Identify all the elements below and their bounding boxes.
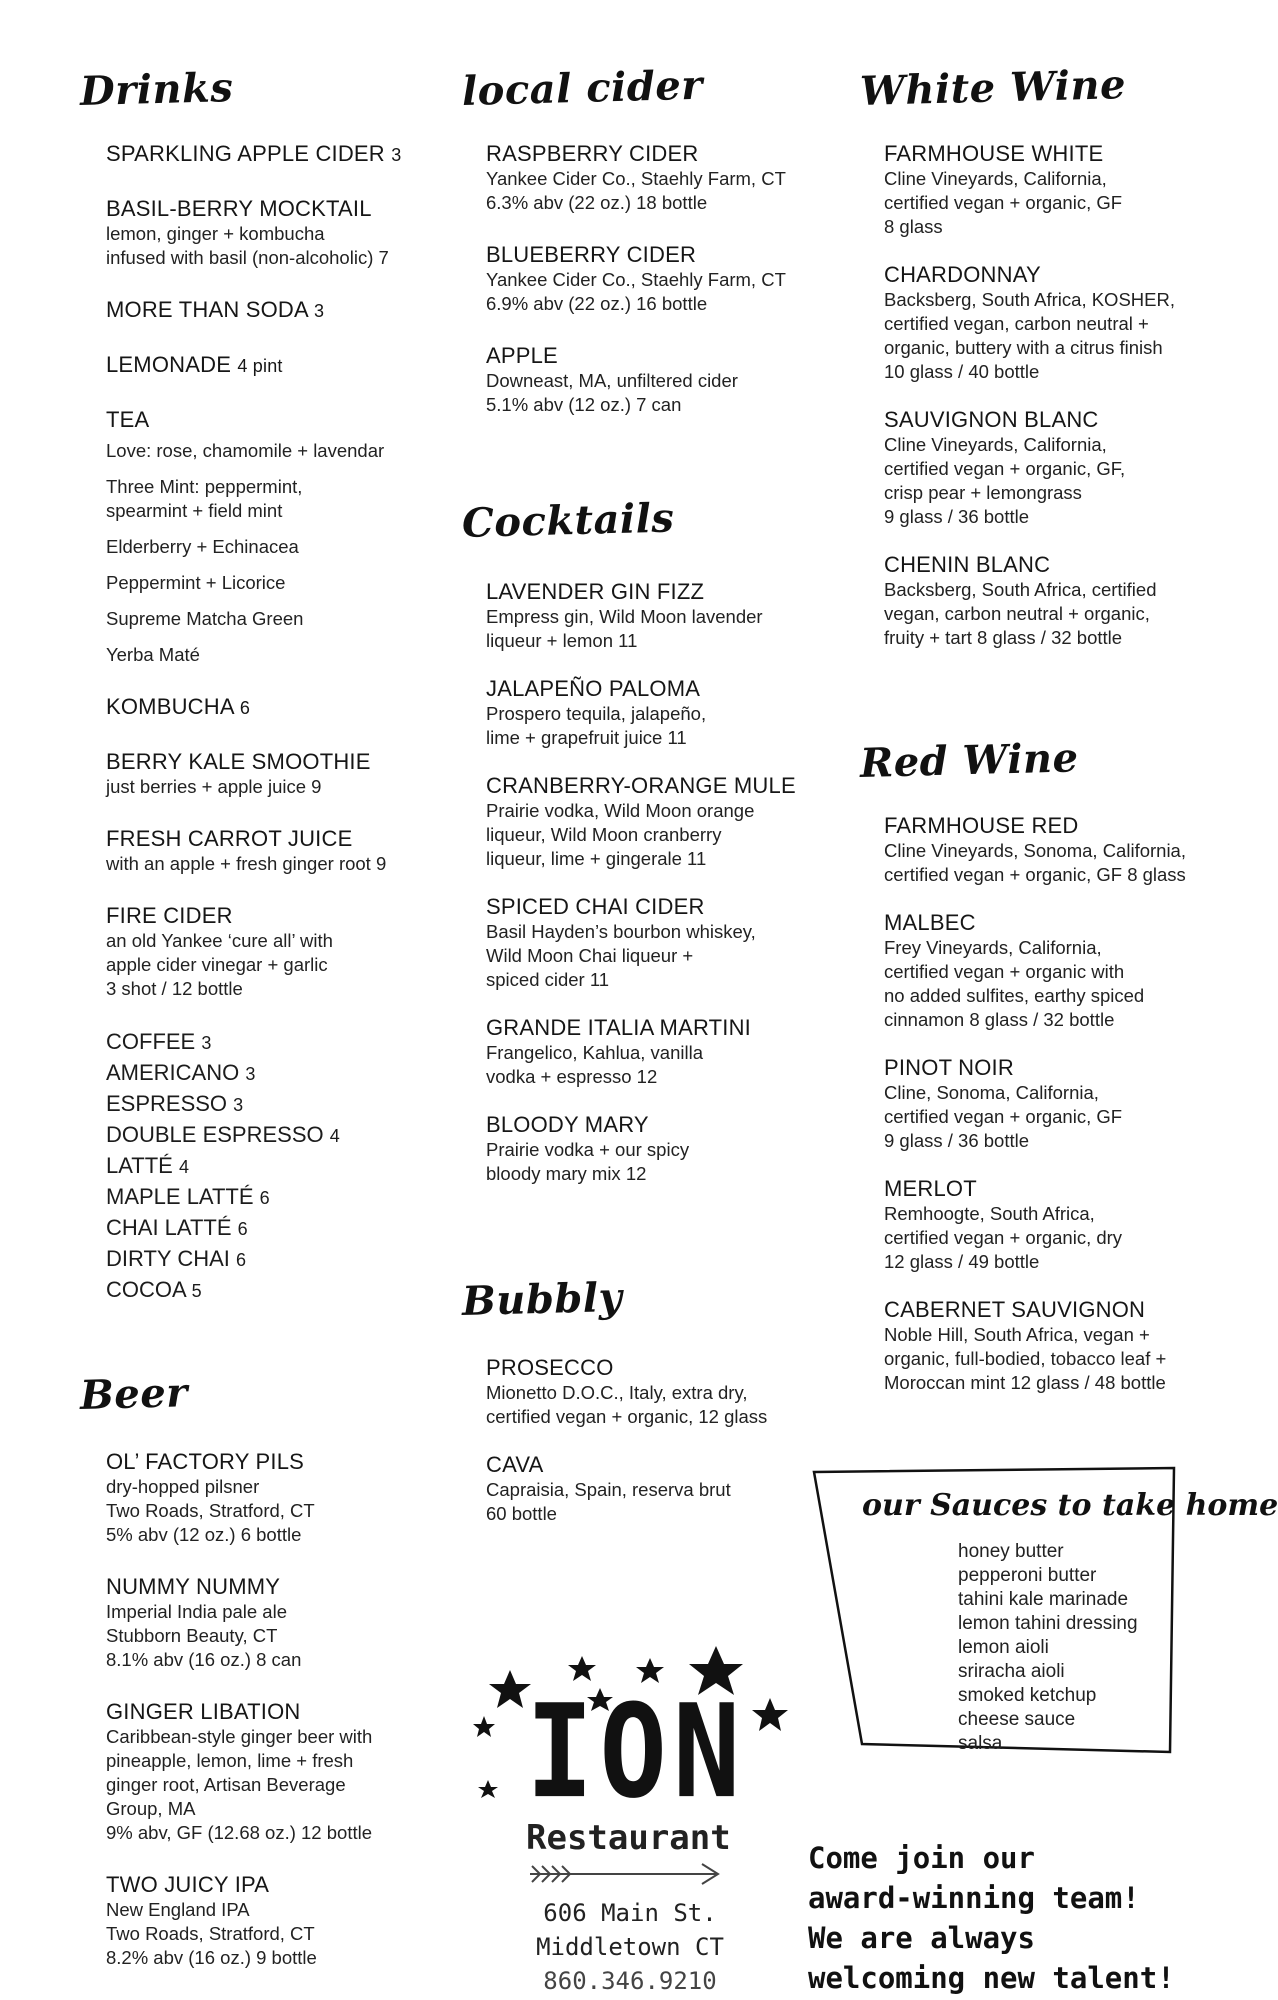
item-description: New England IPA Two Roads, Stratford, CT 8.2% abv (16 oz.) 9 bottle — [106, 1899, 317, 1968]
item-description: Prairie vodka + our spicy bloody mary mix 12 — [486, 1139, 690, 1184]
item-name-line — [106, 825, 440, 852]
menu-item — [106, 140, 440, 169]
phone-number: 860.346.9210 — [543, 1967, 717, 1995]
item-name-line — [884, 1175, 1210, 1202]
item-price: 6 — [237, 1219, 248, 1239]
item-description: lemon, ginger + kombucha infused with basil (non-alcoholic) 7 — [106, 223, 389, 268]
item-name-line — [884, 909, 1210, 936]
menu-item — [106, 1573, 440, 1672]
item-name: SAUVIGNON BLANC — [884, 407, 1099, 432]
red-wine-heading: Red Wine — [859, 734, 1080, 787]
item-name: OL’ FACTORY PILS — [106, 1449, 305, 1474]
item-name-line — [486, 578, 832, 605]
logo-subtitle: Restaurant — [526, 1818, 731, 1858]
item-price: 6 — [259, 1188, 270, 1208]
item-name-line — [106, 140, 440, 169]
menu-item — [486, 1111, 832, 1186]
item-name: LATTÉ — [106, 1153, 173, 1178]
item-price: 4 — [329, 1126, 340, 1146]
menu-item — [884, 812, 1210, 887]
menu-item — [106, 693, 440, 722]
item-name: CABERNET SAUVIGNON — [884, 1297, 1146, 1322]
item-name-line — [486, 675, 832, 702]
item-name: CRANBERRY-ORANGE MULE — [486, 773, 796, 798]
item-description: Imperial India pale ale Stubborn Beauty, CT 8.1% abv (16 oz.) 8 can — [106, 1601, 302, 1670]
item-name: MALBEC — [884, 910, 976, 935]
item-name: BERRY KALE SMOOTHIE — [106, 749, 371, 774]
menu-item — [486, 578, 832, 653]
menu-item — [486, 1451, 832, 1526]
item-name-line — [106, 693, 440, 722]
item-name: BASIL-BERRY MOCKTAIL — [106, 196, 372, 221]
item-description: Empress gin, Wild Moon lavender liqueur + lemon 11 — [486, 606, 763, 651]
item-name-line — [486, 1014, 832, 1041]
item-name: DOUBLE ESPRESSO — [106, 1122, 324, 1147]
tea-variety: Supreme Matcha Green — [106, 608, 304, 629]
cocktails-heading: Cocktails — [461, 494, 675, 547]
item-name-line — [486, 1111, 832, 1138]
item-name: COCOA — [106, 1277, 186, 1302]
coffee-item — [106, 1151, 440, 1182]
menu-item — [106, 1871, 440, 1970]
sauces-box — [810, 1466, 1278, 1756]
item-name: ESPRESSO — [106, 1091, 228, 1116]
item-name: CHARDONNAY — [884, 262, 1041, 287]
item-name-line — [884, 140, 1210, 167]
menu-item — [884, 1296, 1210, 1395]
item-name-line — [884, 261, 1210, 288]
item-name-line — [486, 241, 832, 268]
item-description: Backsberg, South Africa, certified vegan, carbon neutral + organic, fruity + tart 8 glass / 32 bottle — [884, 579, 1157, 648]
drinks-heading: Drinks — [79, 63, 234, 115]
item-name: MORE THAN SODA — [106, 297, 308, 322]
item-name: DIRTY CHAI — [106, 1246, 230, 1271]
item-name-line — [486, 342, 832, 369]
coffee-item — [106, 1213, 440, 1244]
sauce-item: honey butter — [958, 1541, 1064, 1562]
menu-item — [106, 748, 440, 799]
item-description: just berries + apple juice 9 — [106, 776, 322, 797]
item-name-line — [884, 406, 1210, 433]
item-description: Mionetto D.O.C., Italy, extra dry, certified vegan + organic, 12 glass — [486, 1382, 768, 1427]
coffee-item — [106, 1058, 440, 1089]
item-name: GINGER LIBATION — [106, 1699, 301, 1724]
item-description: Noble Hill, South Africa, vegan + organic, full-bodied, tobacco leaf + Moroccan mint 12 glass / 48 bottle — [884, 1324, 1167, 1393]
item-description: Prairie vodka, Wild Moon orange liqueur, Wild Moon cranberry liqueur, lime + gingerale 11 — [486, 800, 755, 869]
bubbly-heading: Bubbly — [461, 1273, 623, 1325]
item-price: 3 — [201, 1033, 212, 1053]
item-price: 3 — [313, 301, 325, 321]
item-description: Cline, Sonoma, California, certified vegan + organic, GF 9 glass / 36 bottle — [884, 1082, 1123, 1151]
item-description: with an apple + fresh ginger root 9 — [106, 853, 387, 874]
item-name-line — [106, 406, 440, 433]
item-name-line — [884, 1296, 1210, 1323]
item-name-line — [486, 772, 832, 799]
sauces-list — [958, 1540, 1138, 1756]
item-name: TEA — [106, 407, 150, 432]
sauce-item: smoked ketchup — [958, 1685, 1097, 1706]
item-name-line — [884, 551, 1210, 578]
item-name: MAPLE LATTÉ — [106, 1184, 254, 1209]
item-price: 3 — [245, 1064, 256, 1084]
sauce-item: salsa — [958, 1733, 1003, 1754]
hiring-message: Come join our award-winning team! We are always welcoming new talent! — [808, 1841, 1175, 1995]
coffee-item — [106, 1027, 440, 1058]
item-name: CAVA — [486, 1452, 544, 1477]
item-name: NUMMY NUMMY — [106, 1574, 281, 1599]
item-name: FRESH CARROT JUICE — [106, 826, 353, 851]
coffee-item — [106, 1089, 440, 1120]
item-name-line — [106, 1573, 440, 1600]
coffee-item — [106, 1182, 440, 1213]
address — [470, 1896, 790, 1998]
item-name: JALAPEÑO PALOMA — [486, 676, 701, 701]
item-description: Prospero tequila, jalapeño, lime + grapefruit juice 11 — [486, 703, 707, 748]
item-name-line — [106, 902, 440, 929]
item-name-line — [486, 1451, 832, 1478]
cider-list — [486, 140, 832, 443]
item-price: 4 pint — [237, 356, 283, 376]
item-description: Capraisia, Spain, reserva brut 60 bottle — [486, 1479, 731, 1524]
item-name-line — [106, 1871, 440, 1898]
menu-item — [486, 241, 832, 316]
menu-item — [486, 772, 832, 871]
menu-item — [486, 1354, 832, 1429]
item-description: Basil Hayden’s bourbon whiskey, Wild Moon Chai liqueur + spiced cider 11 — [486, 921, 756, 990]
cocktails-list — [486, 578, 832, 1208]
item-price: 6 — [236, 1250, 247, 1270]
item-description: Backsberg, South Africa, KOSHER, certified vegan, carbon neutral + organic, buttery with a citrus finish 10 glass / 40 bottle — [884, 289, 1175, 382]
item-name: FARMHOUSE RED — [884, 813, 1079, 838]
drinks-list — [106, 140, 440, 1306]
menu-item — [884, 909, 1210, 1032]
item-description: an old Yankee ‘cure all’ with apple cider vinegar + garlic 3 shot / 12 bottle — [106, 930, 333, 999]
beer-heading: Beer — [79, 1369, 189, 1419]
menu-item — [884, 140, 1210, 239]
item-name: RASPBERRY CIDER — [486, 141, 699, 166]
item-name: APPLE — [486, 343, 558, 368]
address-city: Middletown CT — [536, 1933, 724, 1961]
item-description: Frangelico, Kahlua, vanilla vodka + espresso 12 — [486, 1042, 703, 1087]
menu-item — [486, 893, 832, 992]
item-name: LEMONADE — [106, 352, 232, 377]
tea-variety: Elderberry + Echinacea — [106, 536, 299, 557]
coffee-item — [106, 1244, 440, 1275]
item-name: BLOODY MARY — [486, 1112, 649, 1137]
menu-item — [106, 406, 440, 433]
menu-item — [486, 675, 832, 750]
item-price: 3 — [391, 145, 402, 165]
sauce-item: sriracha aioli — [958, 1661, 1065, 1682]
beer-list — [106, 1448, 440, 1996]
item-name: COFFEE — [106, 1029, 196, 1054]
item-name: FIRE CIDER — [106, 903, 233, 928]
menu-item — [884, 1175, 1210, 1274]
item-description: Cline Vineyards, California, certified vegan + organic, GF 8 glass — [884, 168, 1123, 237]
item-name-line — [106, 1448, 440, 1475]
item-name: TWO JUICY IPA — [106, 1872, 270, 1897]
item-name: BLUEBERRY CIDER — [486, 242, 697, 267]
tea-variety: Yerba Maté — [106, 644, 200, 665]
menu-item — [486, 342, 832, 417]
item-description: Remhoogte, South Africa, certified vegan + organic, dry 12 glass / 49 bottle — [884, 1203, 1123, 1272]
item-price: 5 — [191, 1281, 202, 1301]
white-wine-list — [884, 140, 1210, 672]
sauce-item: lemon aioli — [958, 1637, 1049, 1658]
white-wine-heading: White Wine — [859, 61, 1127, 115]
cider-heading: local cider — [461, 61, 704, 115]
menu-item — [106, 1448, 440, 1547]
menu-item — [106, 351, 440, 380]
coffee-item — [106, 1275, 440, 1306]
item-name-line — [106, 351, 440, 380]
menu-item — [884, 551, 1210, 650]
logo-name: ION — [526, 1677, 747, 1828]
item-price: 4 — [178, 1157, 189, 1177]
menu-item — [486, 140, 832, 215]
menu-item — [106, 195, 440, 270]
item-description: Frey Vineyards, California, certified vegan + organic with no added sulfites, earthy spiced cinnamon 8 glass / 32 bottle — [884, 937, 1145, 1030]
item-description: Caribbean-style ginger beer with pineapple, lemon, lime + fresh ginger root, Artisan Beverage Group, MA 9% abv, GF (12.68 oz.) 12 bottle — [106, 1726, 373, 1843]
item-name-line — [106, 1698, 440, 1725]
item-name-line — [884, 812, 1210, 839]
item-description: Cline Vineyards, Sonoma, California, certified vegan + organic, GF 8 glass — [884, 840, 1186, 885]
item-name: CHAI LATTÉ — [106, 1215, 232, 1240]
item-name: SPARKLING APPLE CIDER — [106, 141, 385, 166]
item-name-line — [486, 893, 832, 920]
item-price: 6 — [239, 698, 251, 718]
item-name-line — [106, 748, 440, 775]
menu-item — [486, 1014, 832, 1089]
item-price: 3 — [233, 1095, 244, 1115]
item-name: PINOT NOIR — [884, 1055, 1014, 1080]
item-description: Yankee Cider Co., Staehly Farm, CT 6.3% abv (22 oz.) 18 bottle — [486, 168, 786, 213]
menu-item — [106, 296, 440, 325]
item-name: KOMBUCHA — [106, 694, 234, 719]
item-name: GRANDE ITALIA MARTINI — [486, 1015, 751, 1040]
menu-item — [884, 261, 1210, 384]
tea-variety: Love: rose, chamomile + lavendar — [106, 440, 385, 461]
menu-item — [884, 1054, 1210, 1153]
item-name: MERLOT — [884, 1176, 977, 1201]
restaurant-logo — [470, 1640, 790, 1995]
item-description: Yankee Cider Co., Staehly Farm, CT 6.9% abv (22 oz.) 16 bottle — [486, 269, 786, 314]
menu-item — [884, 406, 1210, 529]
menu-item — [106, 902, 440, 1001]
item-description: dry-hopped pilsner Two Roads, Stratford, CT 5% abv (12 oz.) 6 bottle — [106, 1476, 315, 1545]
bubbly-list — [486, 1354, 832, 1548]
sauce-item: lemon tahini dressing — [958, 1613, 1138, 1634]
sauce-item: pepperoni butter — [958, 1565, 1097, 1586]
item-name-line — [486, 140, 832, 167]
menu-item — [106, 1698, 440, 1845]
item-name: AMERICANO — [106, 1060, 240, 1085]
item-name-line — [106, 296, 440, 325]
item-name: SPICED CHAI CIDER — [486, 894, 705, 919]
red-wine-list — [884, 812, 1210, 1417]
item-description: Downeast, MA, unfiltered cider 5.1% abv (12 oz.) 7 can — [486, 370, 738, 415]
coffee-item — [106, 1120, 440, 1151]
tea-variety: Peppermint + Licorice — [106, 572, 286, 593]
tea-variety: Three Mint: peppermint, spearmint + field mint — [106, 476, 303, 521]
item-name-line — [106, 195, 440, 222]
item-name-line — [884, 1054, 1210, 1081]
address-street: 606 Main St. — [543, 1899, 717, 1927]
item-name: CHENIN BLANC — [884, 552, 1051, 577]
item-description: Cline Vineyards, California, certified vegan + organic, GF, crisp pear + lemongrass 9 glass / 36 bottle — [884, 434, 1126, 527]
item-name: LAVENDER GIN FIZZ — [486, 579, 705, 604]
sauce-item: cheese sauce — [958, 1709, 1076, 1730]
sauces-title: our Sauces to take home — [862, 1488, 1278, 1523]
arrow-icon — [530, 1864, 718, 1884]
item-name: FARMHOUSE WHITE — [884, 141, 1104, 166]
menu-item — [106, 825, 440, 876]
sauce-item: tahini kale marinade — [958, 1589, 1129, 1610]
item-name-line — [486, 1354, 832, 1381]
item-name: PROSECCO — [486, 1355, 614, 1380]
